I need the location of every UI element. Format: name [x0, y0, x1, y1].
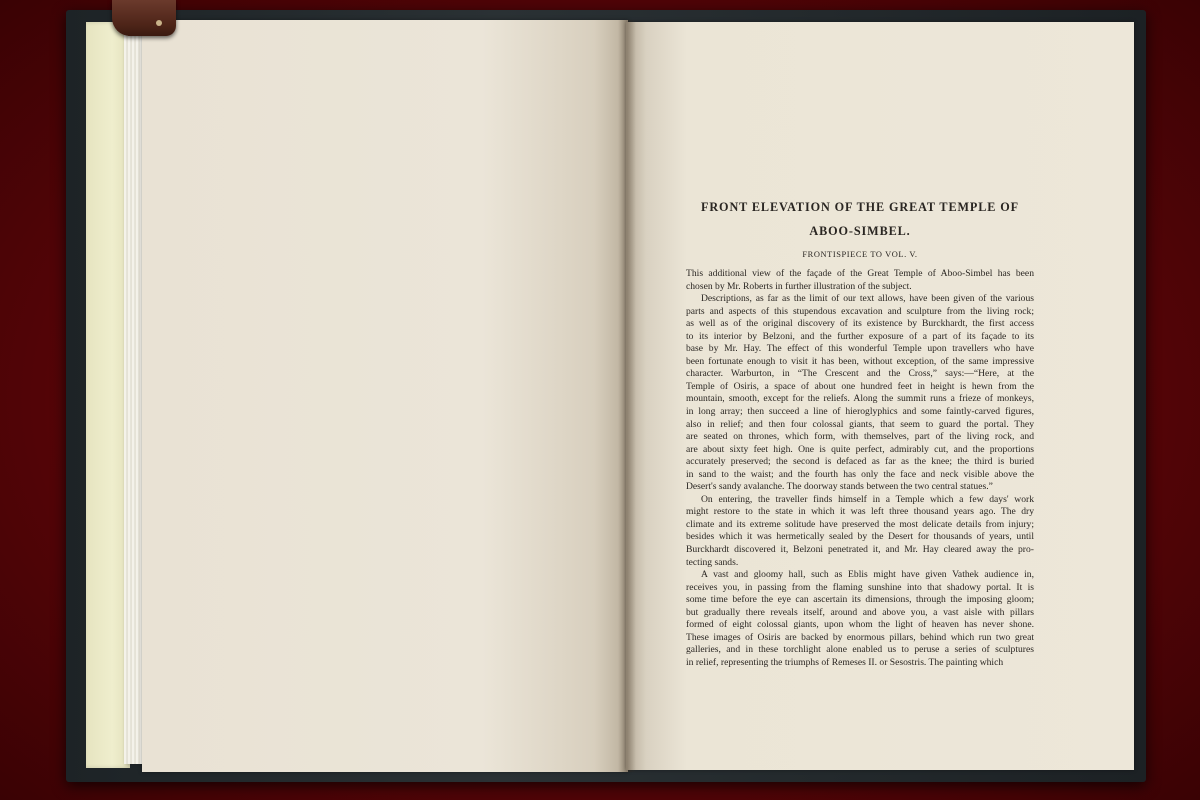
- text-line: some time before the eye can ascertain its dimensions, through the imposing gloom;: [686, 594, 1034, 606]
- body-text: [686, 268, 1034, 670]
- text-line: climate and its extreme solitude have preserved the most delicate details from injury;: [686, 518, 1034, 530]
- text-line: mountain, smooth, except for the reliefs. Along the summit runs a frieze of monkeys,: [686, 393, 1034, 405]
- text-line: as well as of the original discovery of its existence by Burckhardt, the first access: [686, 318, 1034, 330]
- page-text: [686, 200, 1034, 670]
- text-line: This additional view of the façade of the Great Temple of Aboo-Simbel has been: [686, 268, 1034, 279]
- text-line: in relief, representing the triumphs of Remeses II. or Sesostris. The painting which: [686, 656, 1004, 668]
- text-line: in long array; then succeed a line of hieroglyphics and some faintly-carved figures,: [686, 406, 1034, 418]
- text-line: formed of eight colossal giants, upon whom the light of heaven has never shone.: [686, 619, 1034, 631]
- text-line: also in relief; and then four colossal giants, that seem to guard the portal. They: [686, 418, 1034, 430]
- clasp-rivet: [156, 20, 162, 26]
- text-line: On entering, the traveller finds himself in a Temple which a few days' work: [701, 493, 1034, 505]
- text-line: Burckhardt discovered it, Belzoni penetrated it, and Mr. Hay cleared away the pro-: [686, 544, 1034, 556]
- page-edges: [124, 28, 144, 764]
- text-line: Desert's sandy avalanche. The doorway stands between the two central statues.”: [686, 481, 993, 493]
- text-line: but gradually there reveals itself, around and above you, a vast aisle with pillars: [686, 606, 1034, 618]
- text-line: galleries, and in these torchlight alone enabled us to peruse a series of sculptures: [686, 644, 1034, 656]
- left-page-blank: [142, 20, 628, 772]
- text-line: parts and aspects of this stupendous excavation and sculpture from the living rock;: [686, 305, 1034, 317]
- text-line: to its interior by Belzoni, and the further exposure of a part of its façade to its: [686, 330, 1034, 342]
- text-line: receives you, in passing from the flaming sunshine into that shadowy portal. It is: [686, 581, 1034, 593]
- paragraph: [686, 569, 1034, 669]
- text-line: base by Mr. Hay. The effect of this wonderful Temple upon travellers who have: [686, 343, 1034, 355]
- text-line: Temple of Osiris, a space of about one hundred feet in height is hewn from the: [686, 380, 1034, 392]
- text-line: been fortunate enough to visit it has been, without exception, of the same impressive: [686, 355, 1034, 367]
- page-subtitle: FRONTISPIECE TO VOL. V.: [802, 250, 918, 259]
- text-line: chosen by Mr. Roberts in further illustration of the subject.: [686, 280, 912, 292]
- paragraph: [686, 268, 1034, 293]
- gutter-shadow: [618, 20, 636, 772]
- text-line: are seated on thrones, which form, with themselves, part of the living rock, and: [686, 431, 1034, 443]
- text-line: might restore to the state in which it was left three thousand years ago. The dry: [686, 506, 1034, 518]
- paragraph: [686, 293, 1034, 494]
- text-line: A vast and gloomy hall, such as Eblis might have given Vathek audience in,: [701, 569, 1034, 581]
- text-line: character. Warburton, in “The Crescent and the Cross,” says:—“Here, at the: [686, 368, 1034, 380]
- page-title-line1: FRONT ELEVATION OF THE GREAT TEMPLE OF: [701, 200, 1019, 214]
- clasp-icon: [112, 0, 176, 36]
- text-line: are about sixty feet high. One is quite perfect, admirably cut, and the proportions: [686, 443, 1034, 455]
- paragraph: [686, 494, 1034, 569]
- text-line: besides which it was hermetically sealed by the Desert for thousands of years, until: [686, 531, 1034, 543]
- text-line: accurately preserved; the second is defaced as far as the knee; the third is buried: [686, 456, 1034, 468]
- text-line: Descriptions, as far as the limit of our text allows, have been given of the various: [701, 293, 1034, 305]
- text-line: These images of Osiris are backed by enormous pillars, behind which run two great: [686, 631, 1034, 643]
- text-line: tecting sands.: [686, 556, 739, 568]
- page-title-line2: ABOO-SIMBEL.: [809, 224, 911, 238]
- text-line: in sand to the waist; and the fourth has only the face and neck visible above the: [686, 468, 1034, 480]
